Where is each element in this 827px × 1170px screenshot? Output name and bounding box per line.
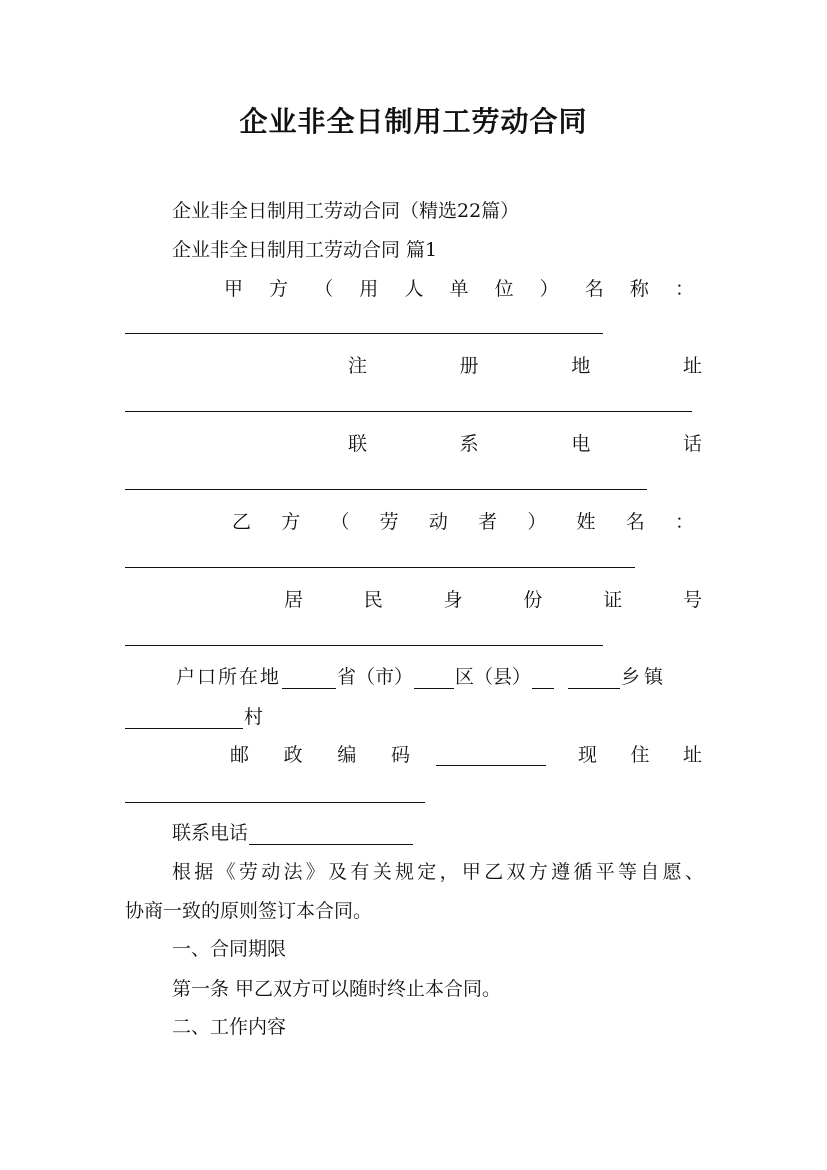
party-b-phone-blank[interactable] <box>249 824 413 845</box>
province-label: 省（市） <box>337 666 414 688</box>
township-blank-a[interactable] <box>532 668 554 689</box>
postcode-line[interactable] <box>436 765 546 766</box>
party-b-name-line[interactable] <box>125 567 635 568</box>
party-a-phone-label: 联 系 电 话 <box>348 433 702 455</box>
document-title: 企业非全日制用工劳动合同 <box>239 105 588 138</box>
province-blank[interactable] <box>282 668 336 689</box>
party-b-name-label: 乙 方 （ 劳 动 者 ） 姓 名 ： <box>232 511 694 533</box>
party-a-name-line[interactable] <box>125 333 603 334</box>
party-b-village-row <box>125 705 263 729</box>
paragraph-1-line-1: 根据《劳动法》及有关规定，甲乙双方遵循平等自愿、 <box>172 861 708 883</box>
party-a-name-label: 甲 方 （ 用 人 单 位 ） 名 称 ： <box>224 278 694 300</box>
current-address-label: 现 住 址 <box>578 744 702 766</box>
party-a-address-line[interactable] <box>125 411 692 412</box>
party-b-id-line[interactable] <box>125 645 603 646</box>
section-1-heading: 一、合同期限 <box>172 938 287 960</box>
document-subtitle: 企业非全日制用工劳动合同（精选22篇） <box>172 200 520 222</box>
party-b-id-label: 居 民 身 份 证 号 <box>284 589 702 611</box>
current-address-line[interactable] <box>125 802 425 803</box>
township-label: 乡镇 <box>621 666 668 688</box>
party-b-phone-label: 联系电话 <box>172 822 249 844</box>
district-blank[interactable] <box>414 668 454 689</box>
party-a-phone-line[interactable] <box>125 489 647 490</box>
party-b-phone-row <box>172 821 414 845</box>
district-label: 区（县） <box>455 666 532 688</box>
postcode-label: 邮 政 编 码 <box>230 744 410 766</box>
paragraph-1-line-2: 协商一致的原则签订本合同。 <box>125 900 373 922</box>
section-2-heading: 二、工作内容 <box>172 1016 287 1038</box>
village-blank[interactable] <box>125 708 243 729</box>
party-b-hukou-row <box>176 665 702 689</box>
section-heading: 企业非全日制用工劳动合同 篇1 <box>172 239 438 261</box>
hukou-label: 户口所在地 <box>176 666 282 688</box>
article-1: 第一条 甲乙双方可以随时终止本合同。 <box>172 978 502 1000</box>
township-blank-b[interactable] <box>568 668 620 689</box>
party-a-address-label: 注 册 地 址 <box>348 355 702 377</box>
village-label: 村 <box>244 706 264 728</box>
